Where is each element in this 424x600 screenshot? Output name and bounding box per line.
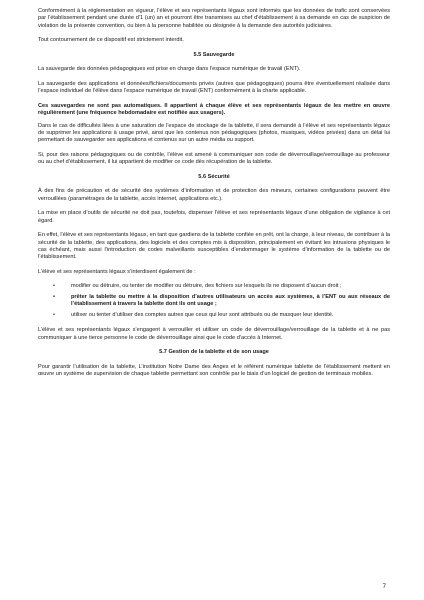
prohibitions-list: [38, 283, 390, 319]
paragraph-backup-not-automatic: Ces sauvegardes ne sont pas automatiques. Il appartient à chaque élève et ses représentants légaux de les mettre en œuvre régulièrement (une fréquence hebdomadaire est notifiée aux usagers).: [38, 102, 390, 117]
section-heading-5-7: 5.7 Gestion de la tablette et de son usage: [159, 349, 269, 356]
paragraph-data-retention: Conformément à la réglementation en vigueur, l’élève et ses représentants légaux sont informés que les données de trafic sont conservées par l’établissement pendant une durée d’1 (un) an et pourront être transmises au chef d’établissement à sa demande en cas de suspicion de violation de la présente convention, ou bien à la personne habilitée ou désignée à la demande des autorités judiciaires.: [38, 8, 390, 29]
document-page: [38, 8, 390, 378]
paragraph-private-backup: La sauvegarde des applications et données/fichiers/documents privés (autres que pédagogiques) pourra être éventuellement réalisée dans l’espace individuel de l’élève dans l’espace numérique de travail (ENT) conformément à la charte applicable.: [38, 80, 390, 95]
paragraph-security-config: À des fins de précaution et de sécurité des systèmes d’information et de protection des mineurs, certaines configurations peuvent être verrouillées (paramétrages de la tablette, accès internet, applications etc.).: [38, 188, 390, 202]
paragraph-vigilance: La mise en place d’outils de sécurité ne doit pas, toutefois, dispenser l’élève et ses représentants légaux d’une obligation de vigilance à cet égard.: [38, 210, 390, 224]
paragraph-storage-saturation: Dans le cas de difficultés liées à une saturation de l’espace de stockage de la tablette, il sera demandé à l’élève et ses représentants légaux de supprimer les applications à usage privé, ainsi que les contenus non pédagogiques (photos, musiques, vidéos privées) dans un délai lui permettant de sauvegarder ses applications et contenus sur un autre média ou support.: [38, 122, 390, 144]
paragraph-mdm-supervision: Pour garantir l’utilisation de la tablette, L’institution Notre Dame des Anges et le référent numérique tablette de l’établissement mettent en œuvre un système de supervision de chaque tablette permettant son contrôle par le biais d’un logiciel de gestion de terminaux mobiles.: [38, 363, 390, 377]
page-number: 7: [382, 584, 386, 590]
paragraph-lock-commitment: L’élève et ses représentants légaux s’engagent à verrouiller et utiliser un code de déverrouillage/verrouillage de la tablette et à ne pas communiquer à une tierce personne le code de déverrouillage ainsi que le code d’accès à Internet.: [38, 327, 390, 341]
list-item: • prêter la tablette ou mettre à la disposition d’autres utilisateurs un accès aux systèmes, à l’ENT ou aux réseaux de l’établissement à travers la tablette dont ils ont usage ;: [38, 294, 390, 309]
list-item: • utiliser ou tenter d’utiliser des comptes autres que ceux qui leur sont attribués ou de masquer leur identité.: [38, 312, 390, 319]
paragraph-unlock-code: Si, pour des raisons pédagogiques ou de contrôle, l’élève est amené à communiquer son code de déverrouillage/verrouillage au professeur ou au chef d’établissement, il lui appartient de modifier ce code dès récupération de la tablette.: [38, 151, 390, 166]
paragraph-ent-backup: La sauvegarde des données pédagogiques est prise en charge dans l’espace numérique de travail (ENT).: [38, 66, 301, 73]
paragraph-prohibitions-intro: L’élève et ses représentants légaux s’interdisent également de :: [38, 268, 196, 275]
paragraph-guardians: En effet, l’élève et ses représentants légaux, en tant que gardiens de la tablette confiée en prêt, ont la charge, à leur niveau, de contribuer à la sécurité de la tablette, des applications, des logiciels et des comptes mis à disposition, principalement en évitant les intrusions physiques le cas échéant, mais aussi l’introduction de codes malveillants susceptibles d’endommager le système d’information de la tablette ou de l’établissement.: [38, 232, 390, 261]
section-heading-5-5: 5.5 Sauvegarde: [193, 51, 235, 58]
section-heading-5-6: 5.6 Sécurité: [198, 173, 230, 180]
list-item: • modifier ou détruire, ou tenter de modifier ou détruire, des fichiers sur lesquels ils ne disposent d’aucun droit ;: [38, 283, 390, 290]
paragraph-bypass-forbidden: Tout contournement de ce dispositif est strictement interdit.: [38, 37, 184, 44]
